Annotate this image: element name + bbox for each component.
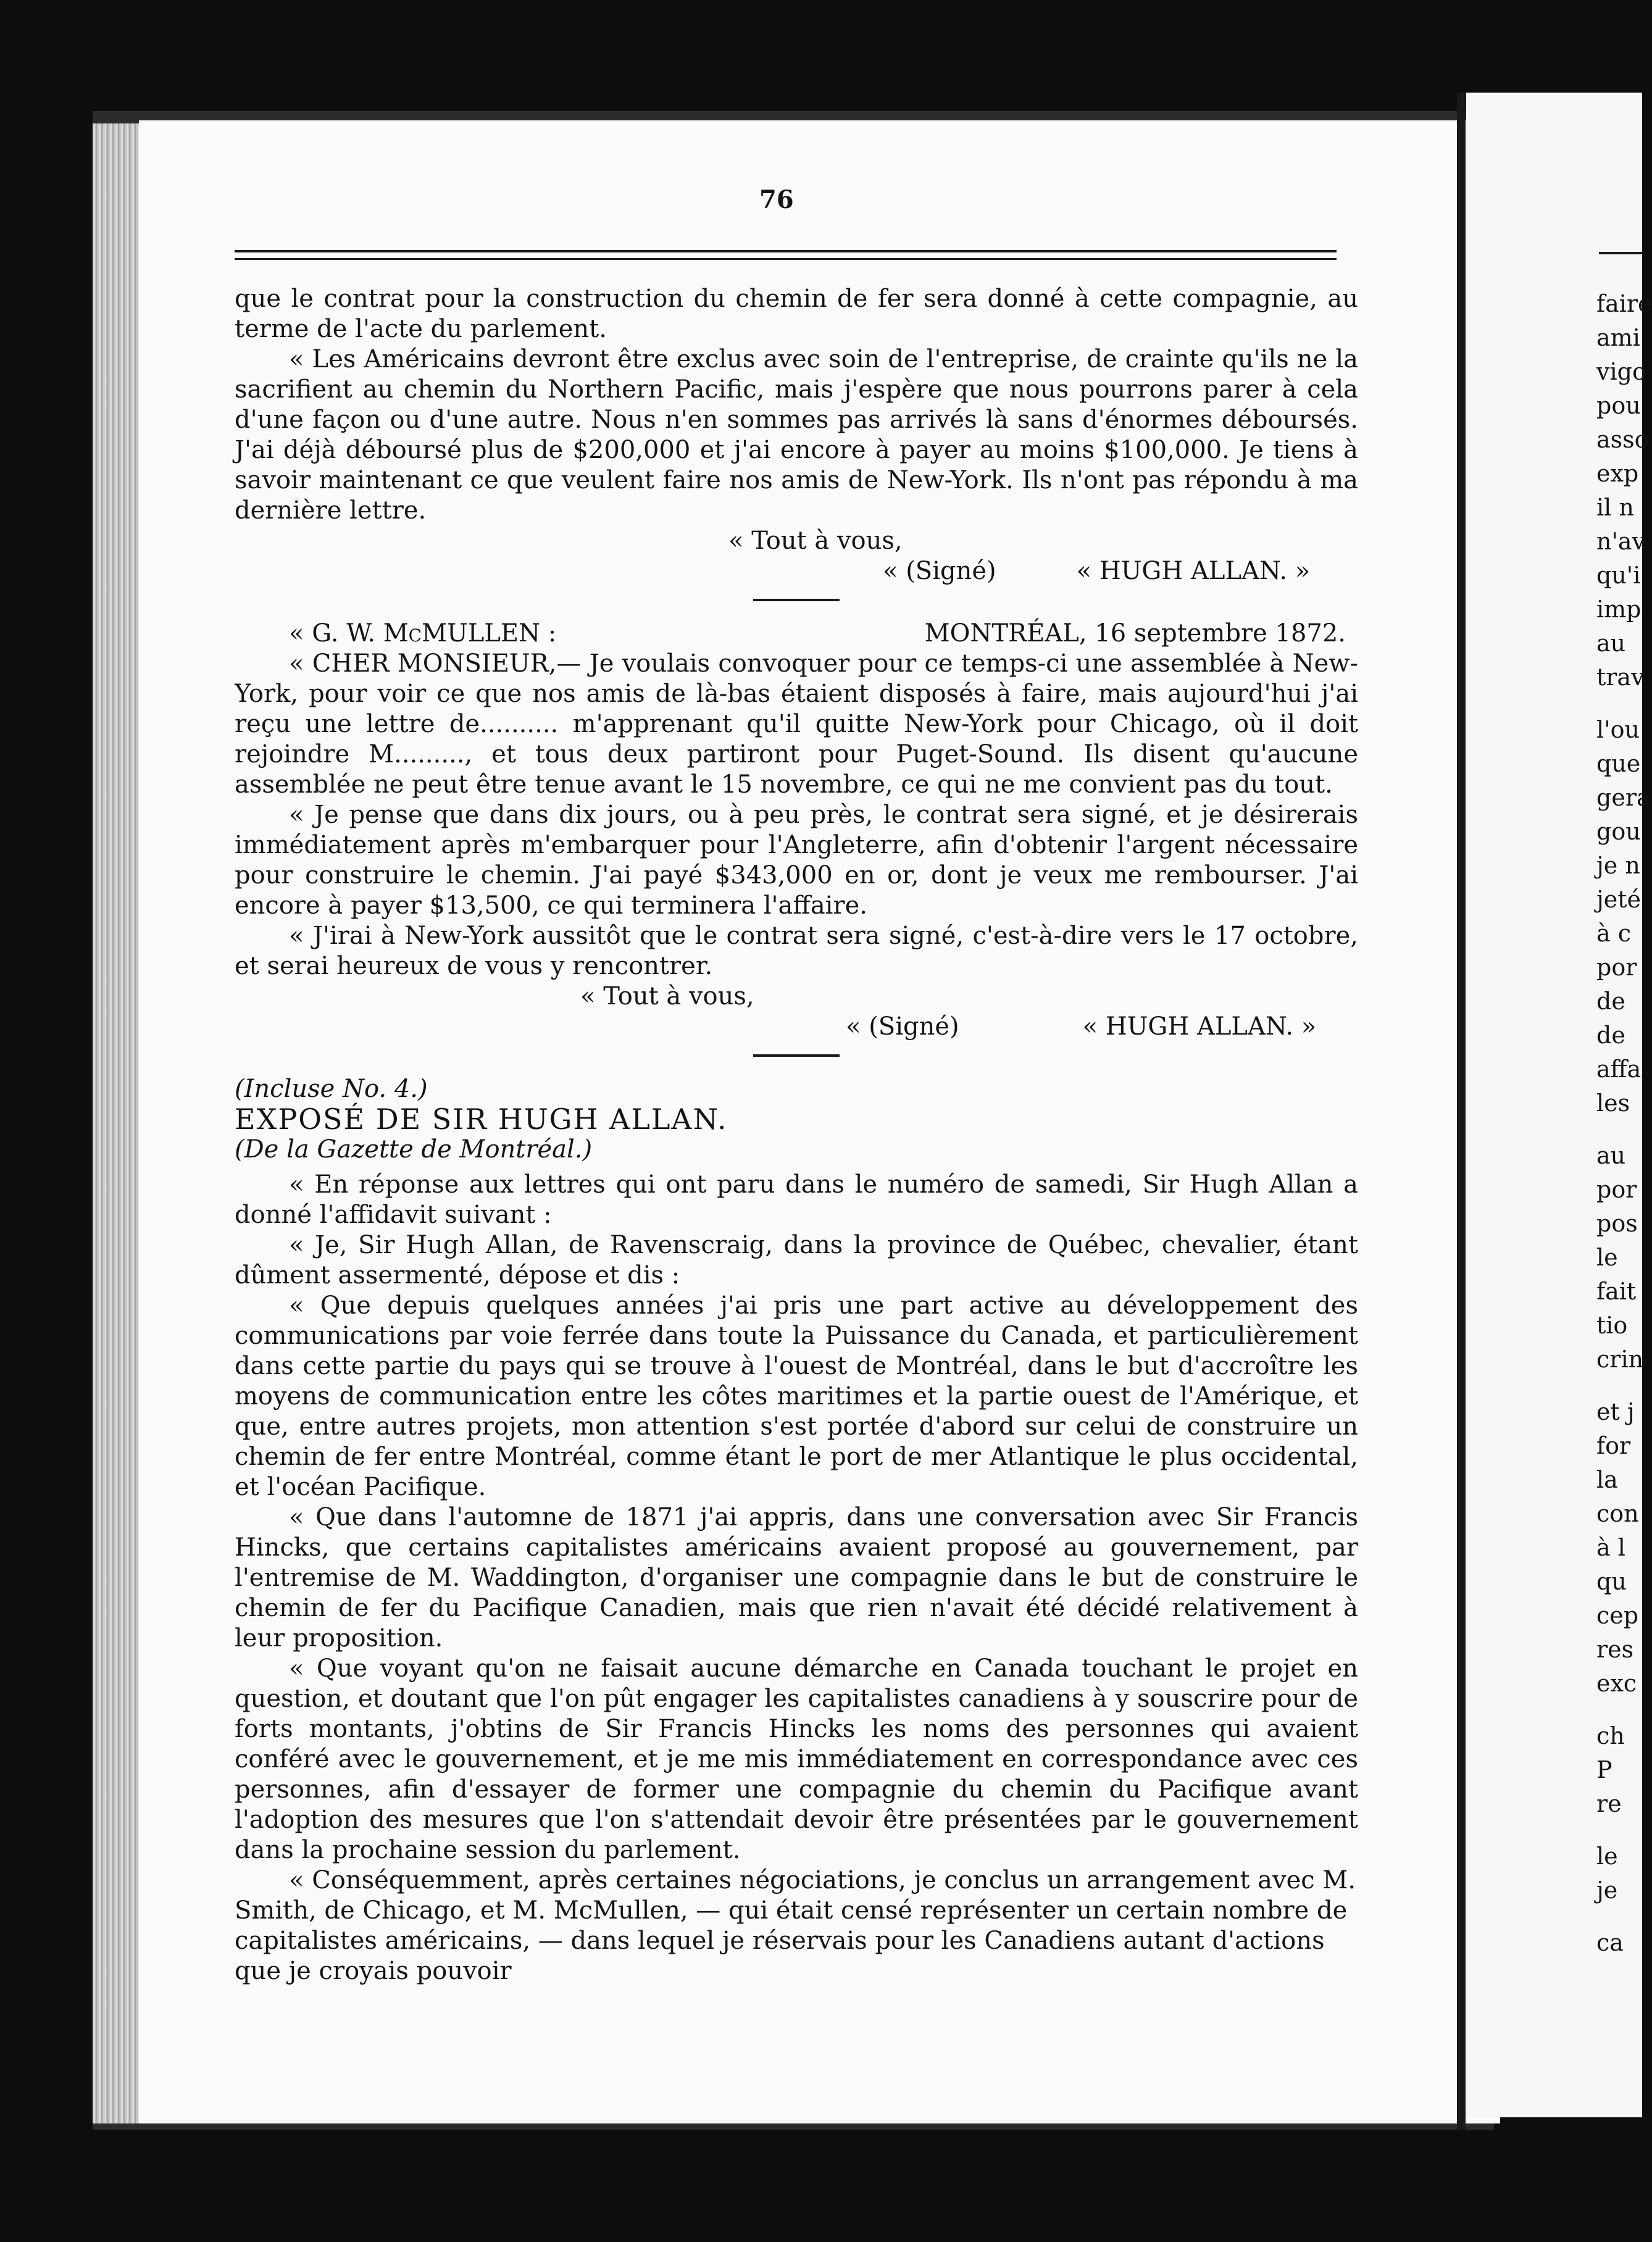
paragraph: « Que dans l'automne de 1871 j'ai appris, dans une conversation avec Sir Francis Hincks, que certains capitalistes américains avaient proposé au gouvernement, par l'entremise de M. Waddington, d'organiser une compagnie dans le but de construire le chemin de fer du Pacifique Canadien, mais que rien n'avait été décidé relativement à leur proposition. — [235, 1503, 1358, 1652]
addressee: « G. W. McMULLEN : — [289, 619, 557, 648]
facing-page-fragment: à l — [1596, 1534, 1625, 1561]
facing-page-fragment: les — [1596, 1090, 1630, 1117]
facing-page-fragment: jeté — [1596, 886, 1642, 913]
facing-page-fragment: à c — [1596, 920, 1632, 947]
paragraph: « Je, Sir Hugh Allan, de Ravenscraig, dans la province de Québec, chevalier, étant dûment assermenté, dépose et dis : — [235, 1231, 1358, 1290]
facing-page-fragment: le — [1596, 1843, 1618, 1870]
facing-page-fragment: por — [1596, 954, 1637, 981]
facing-page-fragment: re — [1596, 1790, 1622, 1817]
header-rule-bottom — [235, 258, 1337, 260]
facing-page-fragment: pou — [1596, 392, 1641, 419]
facing-page-fragment: il n — [1596, 494, 1634, 521]
section-title: EXPOSÉ DE SIR HUGH ALLAN. — [235, 1102, 728, 1136]
facing-page-fragment: affa — [1596, 1056, 1642, 1083]
facing-page-fragment: pos — [1596, 1210, 1638, 1237]
signature-row — [235, 1012, 1358, 1042]
facing-page-fragment: l'ou — [1596, 716, 1640, 743]
facing-page-fragment: qu — [1596, 1568, 1627, 1595]
facing-page-fragment: por — [1596, 1176, 1637, 1203]
facing-page-fragment: je — [1596, 1877, 1618, 1904]
facing-page-fragment: le — [1596, 1244, 1618, 1271]
book-gutter — [1457, 93, 1466, 2130]
paragraph: « Les Américains devront être exclus avec soin de l'entreprise, de crainte qu'ils ne la sacrifient au chemin du Northern Pacific, mais j'espère que nous pourrons parer à cela d'une façon ou d'une autre. Nous n'en sommes pas arrivés là sans d'énormes déboursés. J'ai déjà déboursé plus de $200,000 et j'ai encore à payer au moins $100,000. Je tiens à savoir maintenant ce que veulent faire nos amis de New-York. Ils n'ont pas répondu à ma dernière lettre. — [235, 345, 1358, 525]
facing-page-fragment: la — [1596, 1466, 1618, 1493]
facing-page-fragment: que — [1596, 750, 1641, 777]
facing-page-fragment: n'av — [1596, 528, 1646, 555]
facing-page-fragment: ch — [1596, 1722, 1625, 1749]
facing-page-fragment: ami — [1596, 324, 1640, 351]
paragraph: « Conséquemment, après certaines négociations, je conclus un arrangement avec M. Smith, de Chicago, et M. McMullen, — qui était censé représenter un certain nombre de capitalistes américains, — dans lequel je réservais pour les Canadiens autant d'actions que je croyais pouvoir — [235, 1866, 1356, 1985]
facing-page-fragment: tio — [1596, 1312, 1628, 1339]
page-edge — [93, 123, 142, 2123]
signed-label: « (Signé) — [883, 557, 996, 585]
facing-page-fragment: gou — [1596, 818, 1641, 845]
facing-page-fragment: exc — [1596, 1670, 1637, 1697]
facing-page-fragment: de — [1596, 988, 1625, 1015]
facing-page-fragment: ca — [1596, 1929, 1624, 1956]
paragraph: que le contrat pour la construction du chemin de fer sera donné à cette compagnie, au terme de l'acte du parlement. — [235, 285, 1358, 343]
place-date: MONTRÉAL, 16 septembre 1872. — [924, 619, 1346, 648]
enclosure-label: (Incluse No. 4.) — [235, 1075, 428, 1103]
facing-page-fragment: au — [1596, 1142, 1626, 1169]
facing-page-fragment: P — [1596, 1756, 1612, 1783]
paragraph: « CHER MONSIEUR,— Je voulais convoquer pour ce temps-ci une assemblée à New-York, pour voir ce que nos amis de là-bas étaient disposés à faire, mais aujourd'hui j'ai reçu une lettre de.......... m'apprenant qu'il quitte New-York pour Chicago, où il doit rejoindre M........., et tous deux partiront pour Puget-Sound. Ils disent qu'aucune assemblée ne peut être tenue avant le 15 novembre, ce qui ne me convient pas du tout. — [235, 649, 1358, 799]
paragraph: « Que voyant qu'on ne faisait aucune démarche en Canada touchant le projet en question, et doutant que l'on pût engager les capitalistes canadiens à y souscrire pour de forts montants, j'obtins de Sir Francis Hincks les noms des personnes qui avaient conféré avec le gouvernement, et je me mis immédiatement en correspondance avec ces personnes, afin d'essayer de former une compagnie du chemin du Pacifique avant l'adoption des mesures que l'on s'attendait devoir être présentées par le gouvernement dans la prochaine session du parlement. — [235, 1654, 1358, 1864]
facing-page-fragment: for — [1596, 1432, 1631, 1459]
facing-page-fragment: faire — [1596, 290, 1652, 317]
facing-page-fragment: cep — [1596, 1602, 1639, 1629]
facing-page-fragment: et j — [1596, 1398, 1635, 1425]
paragraph: « Que depuis quelques années j'ai pris une part active au développement des communications par voie ferrée dans toute la Puissance du Canada, et particulièrement dans cette partie du pays qui se trouve à l'ouest de Montréal, dans le but d'accroître les moyens de communication entre les côtes maritimes et la partie ouest de l'Amérique, et que, entre autres projets, mon attention s'est portée d'abord sur celui de construire un chemin de fer entre Montréal, comme étant le port de mer Atlantique le plus occidental, et l'océan Pacifique. — [235, 1291, 1358, 1501]
separator — [753, 1054, 840, 1057]
signature-row — [235, 556, 1358, 586]
letter-header — [235, 619, 1358, 649]
facing-page-fragment: au — [1596, 630, 1626, 657]
signed-label: « (Signé) — [846, 1012, 959, 1041]
facing-page-fragment: imp — [1596, 596, 1642, 623]
signature-name: « HUGH ALLAN. » — [1076, 557, 1311, 585]
source-label: (De la Gazette de Montréal.) — [235, 1135, 593, 1164]
paragraph: « Je pense que dans dix jours, ou à peu près, le contrat sera signé, et je désirerais immédiatement après m'embarquer pour l'Angleterre, afin d'obtenir l'argent nécessaire pour construire le chemin. J'ai payé $343,000 en or, dont je veux me rembourser. J'ai encore à payer $13,500, ce qui terminera l'affaire. — [235, 801, 1358, 920]
facing-page-fragment: con — [1596, 1500, 1639, 1527]
facing-page-fragment: qu'i — [1596, 562, 1641, 589]
facing-page-fragment: res — [1596, 1636, 1634, 1663]
page-number: 76 — [759, 185, 794, 214]
paragraph: « J'irai à New-York aussitôt que le contrat sera signé, c'est-à-dire vers le 17 octobre, et serai heureux de vous y rencontrer. — [235, 922, 1358, 980]
facing-page-fragment: vigo — [1596, 358, 1646, 385]
facing-page-fragment: exp — [1596, 460, 1639, 487]
facing-page-fragment: gera — [1596, 784, 1651, 811]
paragraph: « En réponse aux lettres qui ont paru dans le numéro de samedi, Sir Hugh Allan a donné l'affidavit suivant : — [235, 1170, 1358, 1229]
closing-greeting: « Tout à vous, — [580, 982, 754, 1011]
facing-header-rule — [1599, 252, 1642, 254]
separator — [753, 599, 840, 601]
facing-page-fragment: asso — [1596, 426, 1649, 453]
facing-page-fragment: trav — [1596, 664, 1645, 691]
page-content — [235, 284, 1358, 1986]
header-rule-top — [235, 250, 1337, 252]
facing-page-fragment: crin — [1596, 1346, 1644, 1373]
facing-page-fragment: de — [1596, 1022, 1625, 1049]
facing-page-fragment: fait — [1596, 1278, 1637, 1305]
closing-greeting: « Tout à vous, — [728, 527, 903, 555]
facing-page-fragment: je n — [1596, 852, 1640, 879]
signature-name: « HUGH ALLAN. » — [1082, 1012, 1317, 1041]
